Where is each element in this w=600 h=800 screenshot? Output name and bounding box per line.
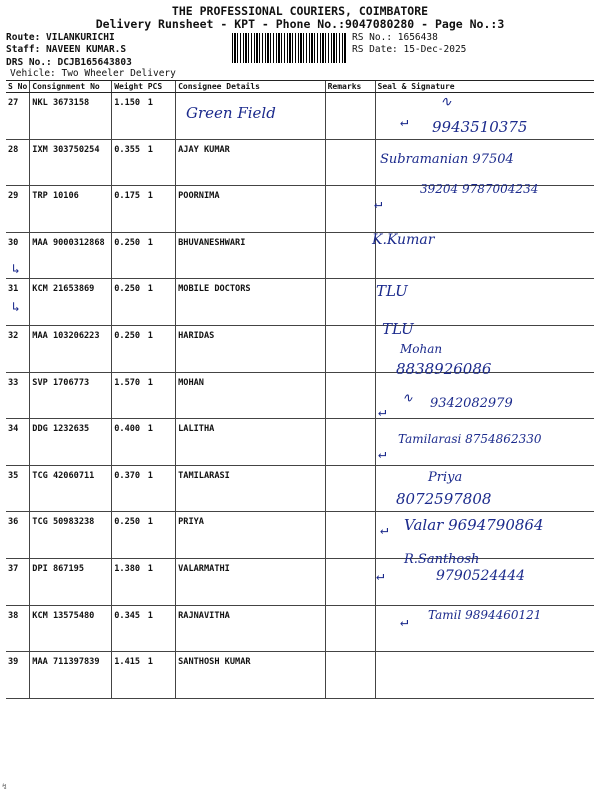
- tick-mark: ↵: [400, 614, 409, 630]
- row-weight: 0.400: [112, 419, 146, 466]
- row-consignment: SVP 1706773: [30, 372, 112, 419]
- tick-mark: ↵: [378, 404, 387, 420]
- handwritten-signature: K.Kumar: [372, 232, 435, 248]
- row-pcs: 1: [146, 605, 176, 652]
- handwritten-phone: 9790524444: [436, 568, 526, 584]
- row-weight: 1.570: [112, 372, 146, 419]
- row-consignment: MAA 103206223: [30, 325, 112, 372]
- col-pcs: PCS: [146, 81, 176, 93]
- row-pcs: 1: [146, 93, 176, 140]
- row-pcs: 1: [146, 652, 176, 699]
- row-sno: 29: [6, 186, 30, 233]
- handwritten-signature: Subramanian 97504: [380, 152, 514, 167]
- row-consignee: MOHAN: [176, 372, 326, 419]
- row-pcs: 1: [146, 512, 176, 559]
- row-remarks: [325, 558, 375, 605]
- handwritten-signature: Tamilarasi 8754862330: [398, 432, 542, 446]
- row-consignment: MAA 9000312868: [30, 232, 112, 279]
- table-row: [6, 652, 594, 699]
- row-pcs: 1: [146, 465, 176, 512]
- table-row: [6, 465, 594, 512]
- row-weight: 0.250: [112, 512, 146, 559]
- row-remarks: [325, 232, 375, 279]
- rs-number: RS No.: 1656438: [352, 32, 438, 43]
- row-consignment: DDG 1232635: [30, 419, 112, 466]
- row-consignment: TRP 10106: [30, 186, 112, 233]
- tick-mark: ↵: [380, 522, 389, 538]
- table-row: [6, 279, 594, 326]
- row-remarks: [325, 139, 375, 186]
- row-pcs: 1: [146, 232, 176, 279]
- row-weight: 0.250: [112, 279, 146, 326]
- corner-mark: ↯: [2, 782, 7, 791]
- row-sno: 36: [6, 512, 30, 559]
- row-pcs: 1: [146, 279, 176, 326]
- handwritten-signature-scribble: ∿: [402, 391, 413, 406]
- row-consignee: BHUVANESHWARI: [176, 232, 326, 279]
- row-consignee: SANTHOSH KUMAR: [176, 652, 326, 699]
- row-consignee: LALITHA: [176, 419, 326, 466]
- row-sno: 30: [6, 232, 30, 279]
- row-consignment: NKL 3673158: [30, 93, 112, 140]
- row-remarks: [325, 186, 375, 233]
- route-label: Route: VILANKURICHI: [6, 32, 115, 43]
- row-pcs: 1: [146, 372, 176, 419]
- handwritten-signature: Valar 9694790864: [404, 516, 544, 534]
- tick-mark: ↵: [378, 446, 387, 462]
- col-consignment: Consignment No: [30, 81, 112, 93]
- handwritten-consignee: Green Field: [186, 104, 276, 122]
- handwritten-phone: 9943510375: [432, 118, 528, 136]
- tick-mark: ↵: [400, 114, 409, 130]
- row-consignment: KCM 13575480: [30, 605, 112, 652]
- row-remarks: [325, 372, 375, 419]
- row-sno: 39: [6, 652, 30, 699]
- row-sno: 38: [6, 605, 30, 652]
- row-remarks: [325, 279, 375, 326]
- row-remarks: [325, 652, 375, 699]
- row-weight: 0.370: [112, 465, 146, 512]
- table-row: [6, 325, 594, 372]
- row-consignment: IXM 303750254: [30, 139, 112, 186]
- col-consignee: Consignee Details: [176, 81, 326, 93]
- row-sno: 32: [6, 325, 30, 372]
- row-signature: [375, 652, 594, 699]
- row-consignee: PRIYA: [176, 512, 326, 559]
- row-consignee: POORNIMA: [176, 186, 326, 233]
- row-remarks: [325, 465, 375, 512]
- staff-label: Staff: NAVEEN KUMAR.S: [6, 44, 127, 55]
- barcode-image: [232, 33, 347, 63]
- vehicle-label: Vehicle: Two Wheeler Delivery: [10, 68, 176, 79]
- row-weight: 0.345: [112, 605, 146, 652]
- handwritten-signature-scribble: ∿: [440, 94, 452, 110]
- row-consignee: VALARMATHI: [176, 558, 326, 605]
- col-weight: Weight: [112, 81, 146, 93]
- handwritten-signature: Tamil 9894460121: [428, 608, 542, 622]
- row-remarks: [325, 325, 375, 372]
- row-consignee: AJAY KUMAR: [176, 139, 326, 186]
- handwritten-phone: 39204 9787004234: [420, 182, 539, 196]
- row-remarks: [325, 605, 375, 652]
- row-consignee: RAJNAVITHA: [176, 605, 326, 652]
- margin-tick: ↳: [12, 262, 20, 277]
- row-consignee: HARIDAS: [176, 325, 326, 372]
- row-consignment: DPI 867195: [30, 558, 112, 605]
- col-remarks: Remarks: [325, 81, 375, 93]
- row-sno: 33: [6, 372, 30, 419]
- col-sno: S No: [6, 81, 30, 93]
- handwritten-phone: 8838926086: [396, 360, 492, 378]
- margin-tick: ↳: [12, 300, 20, 315]
- row-pcs: 1: [146, 139, 176, 186]
- row-consignee: MOBILE DOCTORS: [176, 279, 326, 326]
- row-weight: 0.175: [112, 186, 146, 233]
- row-weight: 1.380: [112, 558, 146, 605]
- row-sno: 34: [6, 419, 30, 466]
- handwritten-signature: Priya: [428, 470, 463, 485]
- runsheet-table: [6, 80, 594, 699]
- row-sno: 37: [6, 558, 30, 605]
- row-consignment: KCM 21653869: [30, 279, 112, 326]
- table-row: [6, 232, 594, 279]
- handwritten-signature: Mohan: [400, 342, 443, 356]
- row-sno: 27: [6, 93, 30, 140]
- col-signature: Seal & Signature: [375, 81, 594, 93]
- row-consignment: TCG 42060711: [30, 465, 112, 512]
- row-sno: 28: [6, 139, 30, 186]
- tick-mark: ↵: [374, 196, 383, 212]
- handwritten-phone: 8072597808: [396, 490, 492, 508]
- row-weight: 0.250: [112, 325, 146, 372]
- row-weight: 0.355: [112, 139, 146, 186]
- row-remarks: [325, 93, 375, 140]
- table-header-row: [6, 81, 594, 93]
- handwritten-signature: TLU: [382, 320, 414, 338]
- row-consignment: MAA 711397839: [30, 652, 112, 699]
- row-remarks: [325, 419, 375, 466]
- handwritten-signature: TLU: [376, 282, 408, 300]
- handwritten-signature: R.Santhosh: [404, 552, 480, 567]
- row-weight: 1.150: [112, 93, 146, 140]
- row-sno: 31: [6, 279, 30, 326]
- row-sno: 35: [6, 465, 30, 512]
- drs-number: DRS No.: DCJB165643803: [6, 57, 132, 68]
- row-pcs: 1: [146, 419, 176, 466]
- row-pcs: 1: [146, 325, 176, 372]
- row-consignment: TCG 50983238: [30, 512, 112, 559]
- runsheet-company-title: THE PROFESSIONAL COURIERS, COIMBATORE: [171, 4, 429, 18]
- row-remarks: [325, 512, 375, 559]
- rs-date: RS Date: 15-Dec-2025: [352, 44, 467, 55]
- row-weight: 1.415: [112, 652, 146, 699]
- row-pcs: 1: [146, 186, 176, 233]
- row-consignee: TAMILARASI: [176, 465, 326, 512]
- handwritten-phone: 9342082979: [430, 396, 513, 411]
- tick-mark: ↵: [376, 568, 385, 584]
- row-pcs: 1: [146, 558, 176, 605]
- row-weight: 0.250: [112, 232, 146, 279]
- runsheet-subtitle: Delivery Runsheet - KPT - Phone No.:9047080280 - Page No.:3: [95, 17, 505, 31]
